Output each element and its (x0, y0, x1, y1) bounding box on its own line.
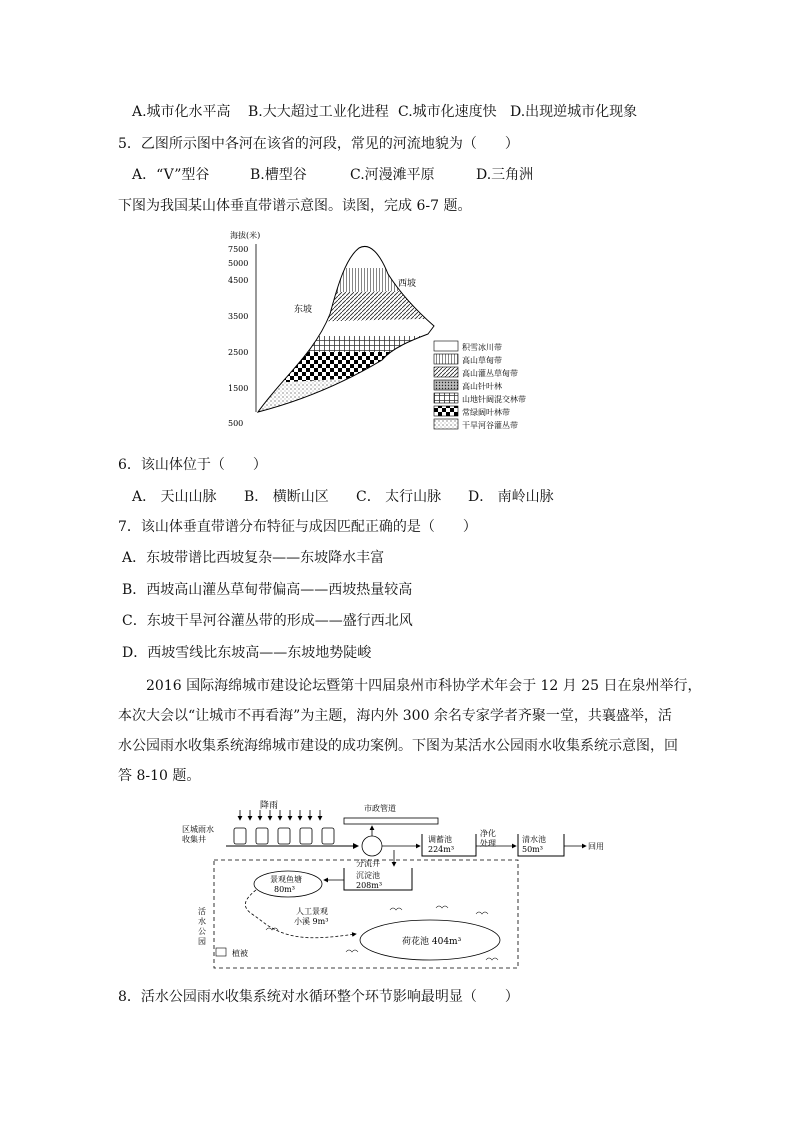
q6-option-c: C． 太行山脉 (356, 489, 442, 505)
tick-label: 2500 (228, 348, 249, 357)
legend-entry: 高山针叶林 (462, 382, 502, 391)
q5-option-a: A．“V”型谷 (132, 167, 210, 183)
legend-entry: 常绿阔叶林带 (462, 408, 510, 417)
q4-option-a: A.城市化水平高 (132, 104, 231, 120)
east-slope-label: 东坡 (294, 305, 313, 315)
q6-option-a: A． 天山山脉 (132, 489, 217, 505)
passage-line: 本次大会以“让城市不再看海”为主题，海内外 300 余名专家学者齐聚一堂，共襄盛举，活 (118, 708, 672, 724)
q8-stem: 8．活水公园雨水收集系统对水循环整个环节影响最明显（ ） (118, 989, 519, 1005)
intro-6-7: 下图为我国某山体垂直带谱示意图。读图，完成 6-7 题。 (118, 198, 472, 214)
tick-label: 7500 (228, 245, 249, 254)
well-label: 区城雨水 (182, 825, 214, 834)
lotus-label: 荷花池 404m³ (402, 937, 462, 947)
purify-label: 净化 (480, 829, 496, 838)
passage-line: 答 8-10 题。 (118, 768, 201, 784)
west-slope-label: 西坡 (398, 279, 417, 289)
legend-entry: 干旱河谷灌丛带 (462, 421, 518, 430)
purify-label: 处理 (480, 839, 496, 848)
municipal-pipe-label: 市政管道 (364, 804, 396, 813)
legend-entry: 山地针阔混交林带 (462, 395, 526, 404)
q6-option-d: D． 南岭山脉 (468, 489, 554, 505)
park-label: 园 (198, 937, 206, 946)
legend-entry: 高山草甸带 (462, 356, 502, 365)
q5-option-d: D.三角洲 (476, 167, 534, 183)
rain-label: 降雨 (260, 801, 279, 811)
q7-stem: 7．该山体垂直带谱分布特征与成因匹配正确的是（ ） (118, 519, 477, 535)
creek-label: 人工景观 (296, 907, 328, 916)
passage-line: 水公园雨水收集系统海绵城市建设的成功案例。下图为某活水公园雨水收集系统示意图，回 (118, 738, 678, 754)
q7-option-b: B．西坡高山灌丛草甸带偏高——西坡热量较高 (122, 582, 413, 598)
legend-entry: 积雪冰川带 (462, 343, 502, 352)
clear-pool-volume: 50m³ (522, 845, 543, 854)
legend (434, 341, 526, 430)
q4-option-b: B.大大超过工业化进程 (248, 104, 389, 120)
sediment-volume: 208m³ (356, 881, 383, 890)
q6-stem: 6．该山体位于（ ） (118, 457, 267, 473)
clear-pool-label: 清水池 (522, 835, 546, 844)
q5-option-c: C.河漫滩平原 (350, 167, 435, 183)
mountain-bands (222, 228, 462, 438)
passage-line: 2016 国际海绵城市建设论坛暨第十四届泉州市科协学术年会于 12 月 25 日在泉州举行， (146, 678, 702, 694)
q7-option-c: C．东坡干旱河谷灌丛带的形成——盛行西北风 (122, 613, 413, 629)
municipal-pipe (344, 818, 438, 824)
fishpond-volume: 80m³ (274, 885, 295, 894)
rainwater-system-figure (176, 798, 624, 970)
well-label: 收集井 (182, 835, 206, 844)
q4-option-d: D.出现逆城市化现象 (510, 104, 638, 120)
park-label: 公 (198, 927, 206, 936)
vegetation-label: 植被 (232, 949, 248, 958)
sediment-label: 沉淀池 (356, 871, 380, 880)
mountain-zonation-figure (222, 228, 562, 438)
tick-label: 3500 (228, 312, 249, 321)
park-label: 活 (198, 907, 206, 916)
q6-option-b: B． 横断山区 (244, 489, 329, 505)
reg-pool-volume: 224m³ (428, 845, 455, 854)
reuse-label: 回用 (588, 842, 604, 851)
splitter-well (362, 836, 382, 856)
legend-entry: 高山灌丛草甸带 (462, 369, 518, 378)
vegetation-legend-box (216, 948, 226, 956)
tick-label: 500 (228, 419, 244, 428)
reg-pool-label: 调蓄池 (428, 835, 452, 844)
q7-option-d: D．西坡雪线比东坡高——东坡地势陡峻 (122, 645, 372, 661)
fishpond-label: 景观鱼塘 (270, 875, 302, 884)
q7-option-a: A．东坡带谱比西坡复杂——东坡降水丰富 (122, 550, 385, 566)
tick-label: 1500 (228, 384, 249, 393)
creek-volume: 小溪 9m³ (294, 917, 329, 926)
q5-option-b: B.槽型谷 (250, 167, 307, 183)
splitter-label: 分流井 (356, 859, 380, 868)
collection-wells (234, 828, 334, 844)
tick-label: 4500 (228, 276, 249, 285)
tick-label: 5000 (228, 259, 249, 268)
altitude-axis-label: 海拔(米) (230, 231, 261, 240)
q4-option-c: C.城市化速度快 (398, 104, 497, 120)
park-label: 水 (198, 917, 206, 926)
q5-stem: 5．乙图所示图中各河在该省的河段，常见的河流地貌为（ ） (118, 136, 519, 152)
